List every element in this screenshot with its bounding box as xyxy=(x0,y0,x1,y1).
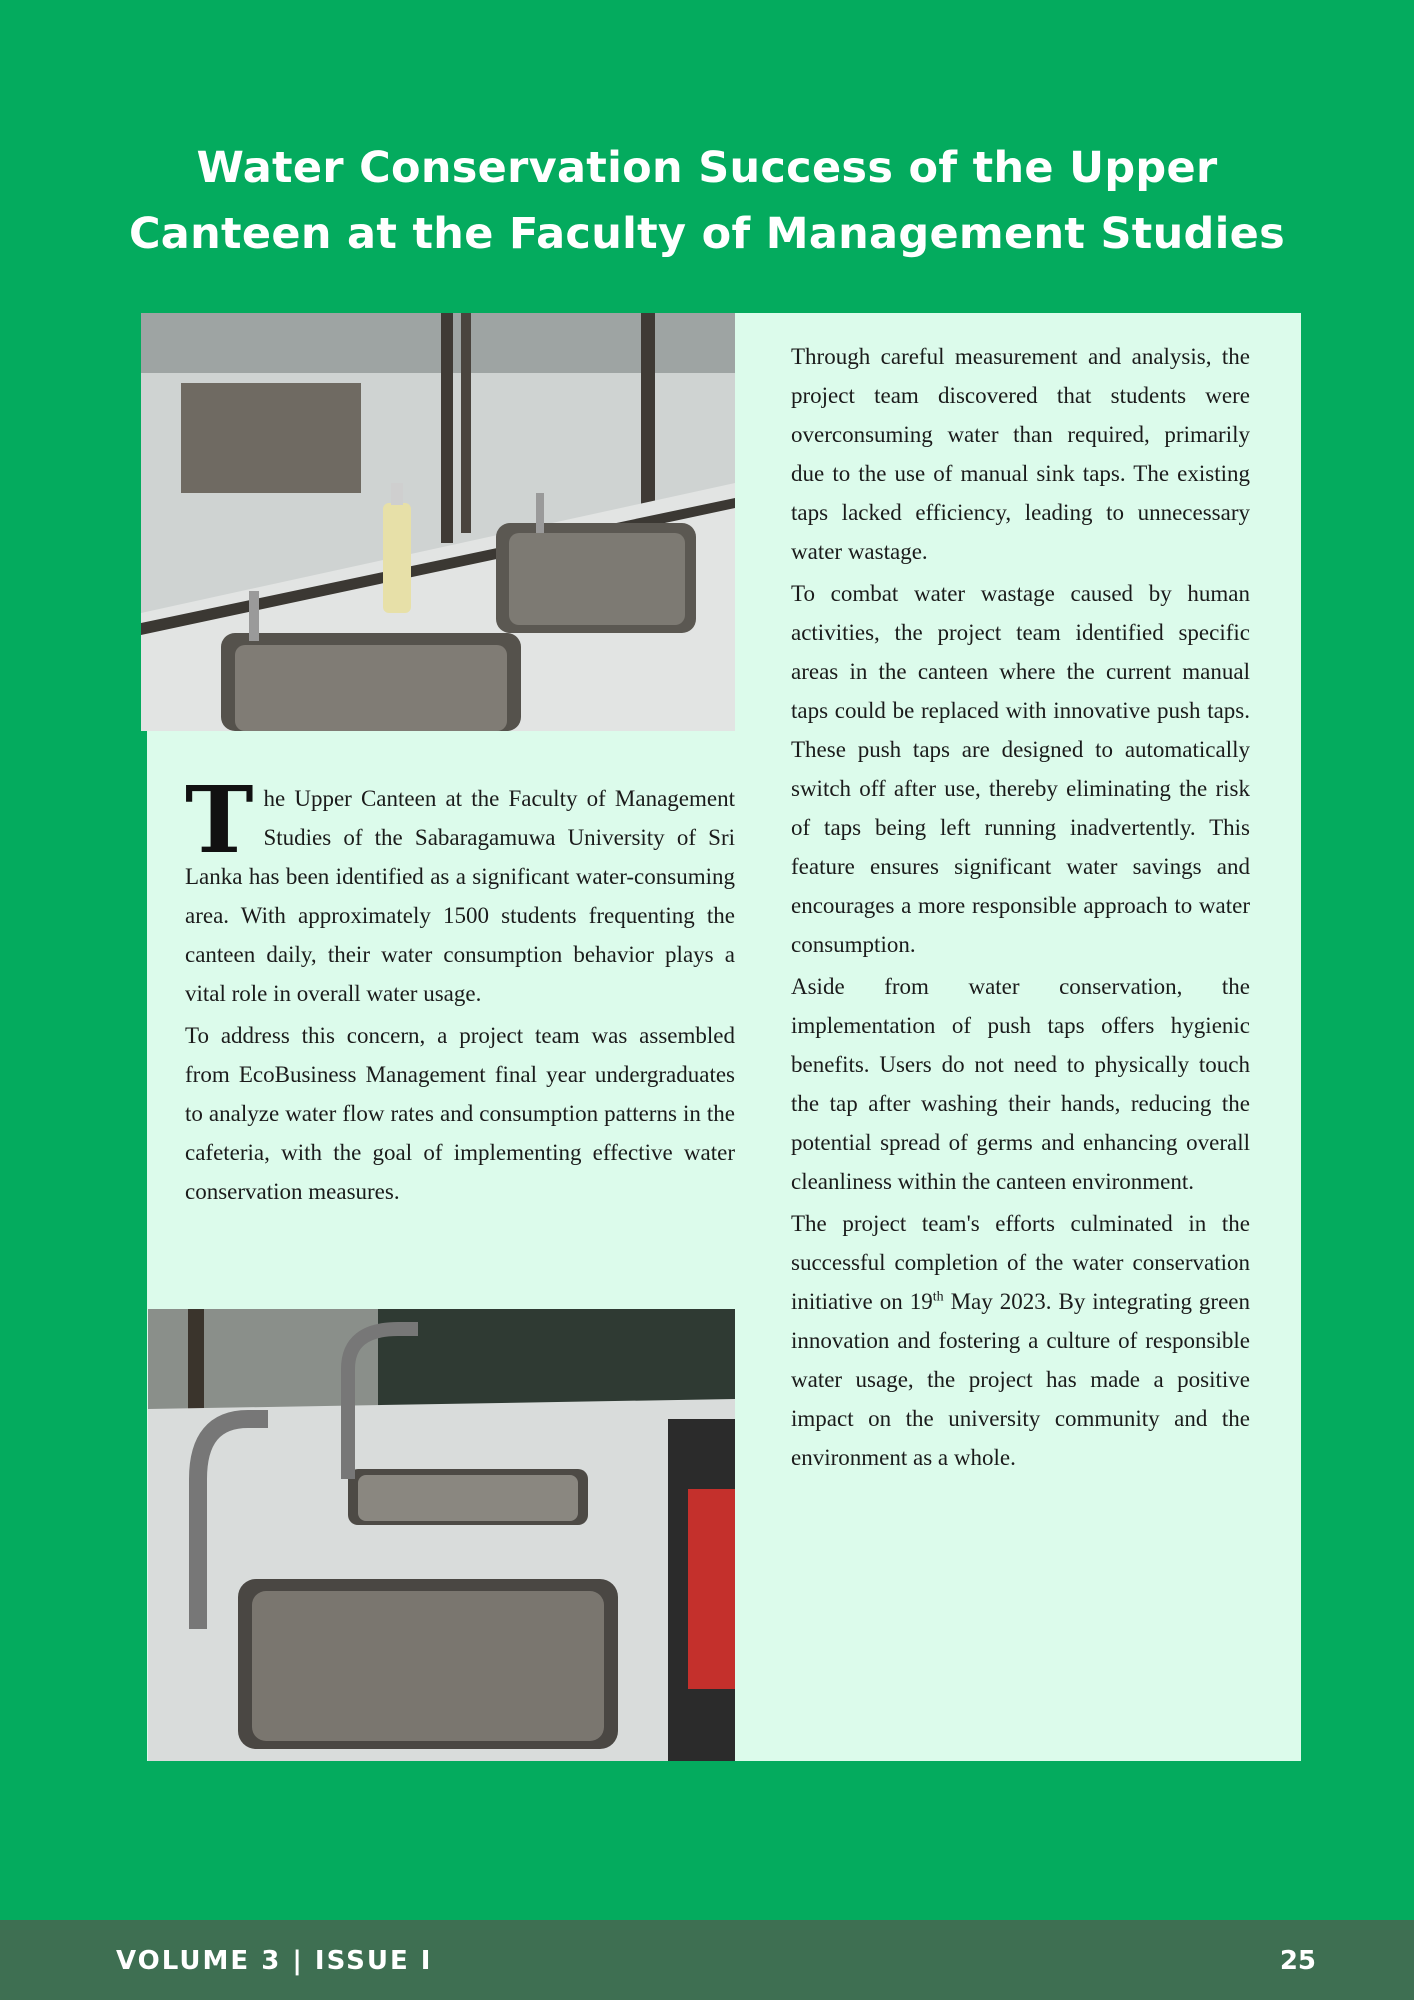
left-paragraph-1 xyxy=(185,766,735,1013)
sink-photo-top xyxy=(141,313,735,731)
right-paragraph-4-part-b: May 2023. By integrating green innovation and fostering a culture of responsible water usage, the project has made a positive impact on the university community and the environment as a whole. xyxy=(791,1289,1250,1470)
right-paragraph-4-part-a: The project team's efforts culminated in the successful completion of the water conservation initiative on 19 xyxy=(791,1211,1250,1314)
page-title xyxy=(60,135,1354,267)
right-paragraph-4 xyxy=(791,1204,1250,1477)
article-column-right xyxy=(791,337,1250,1480)
right-paragraph-3: Aside from water conservation, the implementation of push taps offers hygienic benefits. Users do not need to physically touch the tap after washing their hands, reducing the potential spread of germs and enhancing overall cleanliness within the canteen environment. xyxy=(791,974,1250,1194)
title-line-2: Canteen at the Faculty of Management Studies xyxy=(128,209,1286,259)
article-column-left xyxy=(185,766,735,1214)
issue-label: VOLUME 3 | ISSUE I xyxy=(116,1946,433,1976)
ordinal-suffix: th xyxy=(932,1289,944,1305)
sink-photo-bottom xyxy=(148,1309,735,1761)
right-paragraph-1: Through careful measurement and analysis, the project team discovered that students were overconsuming water than required, primarily due to the use of manual sink taps. The existing taps lacked efficiency, leading to unnecessary water wastage. xyxy=(791,344,1250,564)
sink-photo-top-image xyxy=(141,313,735,731)
page-number: 25 xyxy=(1279,1946,1316,1976)
title-line-1: Water Conservation Success of the Upper xyxy=(196,143,1218,193)
left-paragraph-1-text: he Upper Canteen at the Faculty of Management Studies of the Sabaragamuwa University of Sri Lanka has been identified as a significant water-consuming area. With approximately 1500 students frequenting the canteen daily, their water consumption behavior plays a vital role in overall water usage. xyxy=(185,786,735,1006)
drop-cap: T xyxy=(185,766,254,874)
sink-photo-bottom-image xyxy=(148,1309,735,1761)
left-paragraph-2: To address this concern, a project team was assembled from EcoBusiness Management final year undergraduates to analyze water flow rates and consumption patterns in the cafeteria, with the goal of implementing effective water conservation measures. xyxy=(185,1023,735,1204)
right-paragraph-2: To combat water wastage caused by human activities, the project team identified specific areas in the canteen where the current manual taps could be replaced with innovative push taps. These push taps are designed to automatically switch off after use, thereby eliminating the risk of taps being left running inadvertently. This feature ensures significant water savings and encourages a more responsible approach to water consumption. xyxy=(791,581,1250,957)
